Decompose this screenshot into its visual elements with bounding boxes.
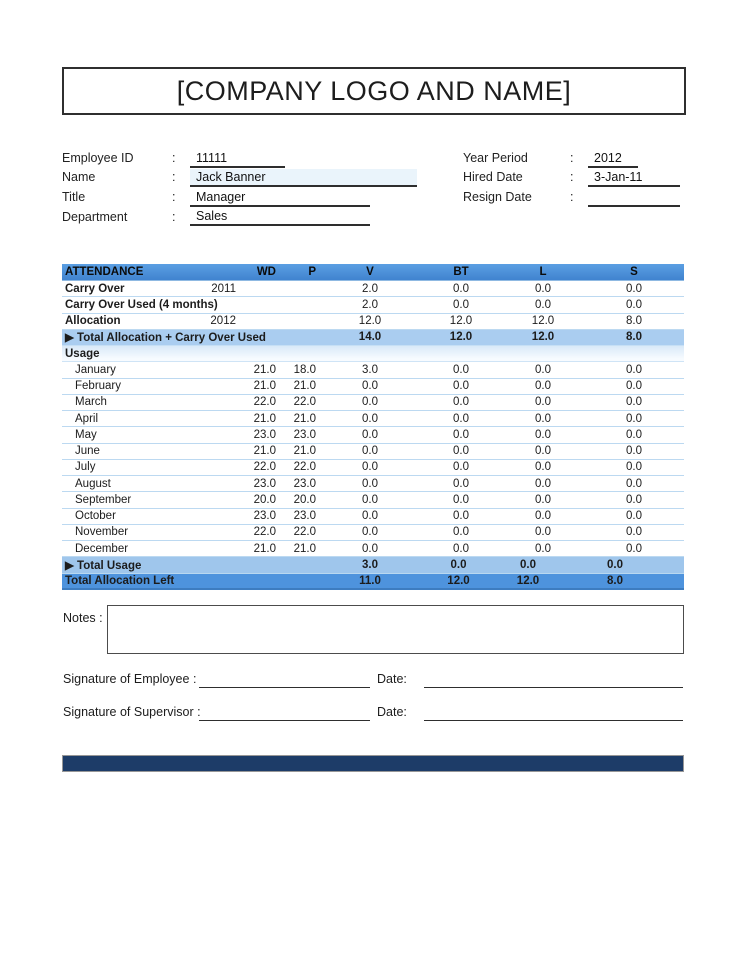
cell-february-s[interactable]: 0.0 bbox=[626, 380, 642, 393]
cell-december-s[interactable]: 0.0 bbox=[626, 542, 642, 555]
cell-april-s[interactable]: 0.0 bbox=[626, 412, 642, 425]
employee-id-label: Employee ID bbox=[62, 150, 134, 165]
table-row-usage bbox=[62, 346, 684, 362]
cell-header-wd: WD bbox=[256, 266, 276, 278]
employee-title-field[interactable]: Manager bbox=[190, 189, 370, 207]
employee-info-right bbox=[463, 148, 703, 207]
cell-february-name: February bbox=[75, 380, 122, 393]
table-row-total-allocation-carry-over-used bbox=[62, 330, 684, 346]
cell-june-s[interactable]: 0.0 bbox=[626, 445, 642, 458]
employee-signature-row bbox=[62, 672, 684, 689]
cell-header-v: V bbox=[366, 266, 374, 278]
cell-january-s[interactable]: 0.0 bbox=[626, 363, 642, 376]
year-period-field[interactable]: 2012 bbox=[588, 150, 638, 168]
notes-label: Notes : bbox=[63, 611, 103, 625]
table-row-carry-over bbox=[62, 281, 684, 297]
employee-name-field[interactable]: Jack Banner bbox=[190, 169, 417, 187]
colon: : bbox=[570, 189, 574, 204]
cell-total-usage-v: 3.0 bbox=[362, 558, 378, 571]
cell-march-s[interactable]: 0.0 bbox=[626, 396, 642, 409]
cell-may-name: May bbox=[75, 428, 97, 441]
cell-october-wd[interactable]: 23.0 bbox=[253, 510, 276, 523]
cell-march-bt[interactable]: 0.0 bbox=[453, 396, 469, 409]
cell-january-wd[interactable]: 21.0 bbox=[253, 363, 276, 376]
cell-august-s[interactable]: 0.0 bbox=[626, 477, 642, 490]
cell-allocation-s[interactable]: 8.0 bbox=[626, 315, 642, 328]
cell-december-wd[interactable]: 21.0 bbox=[253, 542, 276, 555]
cell-usage-name: Usage bbox=[65, 347, 100, 360]
cell-may-s[interactable]: 0.0 bbox=[626, 428, 642, 441]
title-label: Title bbox=[62, 189, 86, 204]
cell-october-s[interactable]: 0.0 bbox=[626, 510, 642, 523]
cell-march-l[interactable]: 0.0 bbox=[535, 396, 551, 409]
cell-september-s[interactable]: 0.0 bbox=[626, 493, 642, 506]
supervisor-signature-line[interactable] bbox=[199, 705, 370, 721]
cell-allocation-name: Allocation bbox=[65, 315, 121, 328]
cell-june-v[interactable]: 0.0 bbox=[362, 445, 378, 458]
cell-total-allocation-left-bt: 12.0 bbox=[447, 574, 470, 587]
cell-carry-over-used-name: Carry Over Used (4 months) bbox=[65, 298, 218, 311]
table-row-total-usage bbox=[62, 557, 684, 573]
supervisor-signature-label: Signature of Supervisor : bbox=[63, 705, 201, 719]
cell-april-l[interactable]: 0.0 bbox=[535, 412, 551, 425]
employee-id-field[interactable]: 11111 bbox=[190, 150, 285, 168]
hired-date-label: Hired Date bbox=[463, 170, 523, 185]
cell-october-v[interactable]: 0.0 bbox=[362, 510, 378, 523]
cell-april-name: April bbox=[75, 412, 99, 425]
table-row-january bbox=[62, 362, 684, 378]
employee-info-left bbox=[62, 148, 442, 226]
resign-date-row bbox=[463, 187, 703, 207]
cell-september-l[interactable]: 0.0 bbox=[535, 493, 551, 506]
cell-carry-over-used-bt[interactable]: 0.0 bbox=[453, 298, 469, 311]
employee-department-field[interactable]: Sales bbox=[190, 208, 370, 226]
cell-august-v[interactable]: 0.0 bbox=[362, 477, 378, 490]
table-row-march bbox=[62, 395, 684, 411]
colon: : bbox=[172, 209, 176, 224]
cell-carry-over-bt[interactable]: 0.0 bbox=[453, 282, 469, 295]
cell-october-l[interactable]: 0.0 bbox=[535, 510, 551, 523]
table-row-total-allocation-left bbox=[62, 574, 684, 590]
cell-total-allocation-left-l: 12.0 bbox=[516, 574, 540, 587]
cell-august-p[interactable]: 23.0 bbox=[293, 477, 316, 490]
employee-title-row bbox=[62, 187, 442, 207]
employee-department-row bbox=[62, 207, 442, 227]
employee-signature-line[interactable] bbox=[199, 672, 370, 688]
cell-allocation-bt[interactable]: 12.0 bbox=[449, 315, 473, 328]
cell-total-allocation-carry-over-used-l: 12.0 bbox=[531, 331, 555, 344]
cell-carry-over-v[interactable]: 2.0 bbox=[362, 282, 378, 295]
cell-september-bt[interactable]: 0.0 bbox=[453, 493, 469, 506]
supervisor-date-label: Date: bbox=[377, 705, 407, 719]
cell-june-p[interactable]: 21.0 bbox=[293, 445, 316, 458]
cell-august-name: August bbox=[75, 477, 111, 490]
table-row-september bbox=[62, 492, 684, 508]
cell-april-bt[interactable]: 0.0 bbox=[453, 412, 469, 425]
cell-march-p[interactable]: 22.0 bbox=[293, 396, 316, 409]
cell-july-wd[interactable]: 22.0 bbox=[253, 461, 276, 474]
cell-header-name: ATTENDANCE bbox=[65, 266, 144, 278]
table-row-december bbox=[62, 541, 684, 557]
colon: : bbox=[570, 150, 574, 165]
cell-january-bt[interactable]: 0.0 bbox=[453, 363, 469, 376]
cell-total-allocation-carry-over-used-name: ▶ Total Allocation + Carry Over Used bbox=[65, 332, 266, 345]
cell-january-v[interactable]: 3.0 bbox=[362, 363, 378, 376]
cell-march-v[interactable]: 0.0 bbox=[362, 396, 378, 409]
supervisor-date-line[interactable] bbox=[424, 705, 683, 721]
cell-november-wd[interactable]: 22.0 bbox=[253, 526, 276, 539]
cell-july-p[interactable]: 22.0 bbox=[293, 461, 316, 474]
cell-august-l[interactable]: 0.0 bbox=[535, 477, 551, 490]
table-row-header bbox=[62, 264, 684, 281]
cell-total-allocation-carry-over-used-v: 14.0 bbox=[358, 331, 382, 344]
employee-date-line[interactable] bbox=[424, 672, 683, 688]
cell-june-name: June bbox=[75, 445, 100, 458]
cell-total-usage-bt: 0.0 bbox=[450, 558, 467, 571]
hired-date-field[interactable]: 3-Jan-11 bbox=[588, 169, 680, 187]
cell-header-l: L bbox=[539, 266, 547, 278]
cell-february-v[interactable]: 0.0 bbox=[362, 380, 378, 393]
table-row-allocation bbox=[62, 314, 684, 330]
cell-june-l[interactable]: 0.0 bbox=[535, 445, 551, 458]
cell-november-s[interactable]: 0.0 bbox=[626, 526, 642, 539]
cell-november-bt[interactable]: 0.0 bbox=[453, 526, 469, 539]
year-period-label: Year Period bbox=[463, 150, 528, 165]
cell-april-p[interactable]: 21.0 bbox=[293, 412, 316, 425]
cell-may-bt[interactable]: 0.0 bbox=[453, 428, 469, 441]
colon: : bbox=[172, 170, 176, 185]
cell-allocation-v[interactable]: 12.0 bbox=[358, 315, 382, 328]
cell-december-v[interactable]: 0.0 bbox=[362, 542, 378, 555]
cell-carry-over-used-s[interactable]: 0.0 bbox=[626, 298, 642, 311]
cell-january-name: January bbox=[75, 363, 116, 376]
colon: : bbox=[172, 150, 176, 165]
cell-carry-over-used-l[interactable]: 0.0 bbox=[535, 298, 551, 311]
cell-allocation-year[interactable]: 2012 bbox=[210, 315, 236, 328]
footer-accent-bar bbox=[62, 755, 684, 772]
cell-march-name: March bbox=[75, 396, 107, 409]
cell-august-bt[interactable]: 0.0 bbox=[453, 477, 469, 490]
cell-september-wd[interactable]: 20.0 bbox=[253, 493, 276, 506]
cell-carry-over-used-v[interactable]: 2.0 bbox=[362, 298, 378, 311]
cell-total-allocation-left-v: 11.0 bbox=[359, 574, 381, 587]
cell-july-s[interactable]: 0.0 bbox=[626, 461, 642, 474]
table-row-may bbox=[62, 427, 684, 443]
colon: : bbox=[570, 170, 574, 185]
table-row-carry-over-used bbox=[62, 297, 684, 313]
hired-date-row bbox=[463, 168, 703, 188]
cell-july-v[interactable]: 0.0 bbox=[362, 461, 378, 474]
department-label: Department bbox=[62, 209, 128, 224]
table-row-october bbox=[62, 509, 684, 525]
employee-signature-label: Signature of Employee : bbox=[63, 672, 197, 686]
cell-total-usage-s: 0.0 bbox=[607, 558, 623, 571]
cell-september-p[interactable]: 20.0 bbox=[293, 493, 316, 506]
cell-july-name: July bbox=[75, 461, 96, 474]
table-row-november bbox=[62, 525, 684, 541]
table-row-july bbox=[62, 460, 684, 476]
cell-header-bt: BT bbox=[453, 266, 469, 278]
cell-september-v[interactable]: 0.0 bbox=[362, 493, 378, 506]
cell-february-bt[interactable]: 0.0 bbox=[453, 380, 469, 393]
cell-total-allocation-left-s: 8.0 bbox=[607, 574, 623, 587]
cell-november-name: November bbox=[75, 526, 129, 539]
cell-may-v[interactable]: 0.0 bbox=[362, 428, 378, 441]
attendance-table bbox=[62, 264, 684, 590]
cell-may-wd[interactable]: 23.0 bbox=[253, 428, 276, 441]
cell-june-bt[interactable]: 0.0 bbox=[453, 445, 469, 458]
cell-total-allocation-carry-over-used-s: 8.0 bbox=[626, 331, 642, 344]
cell-october-bt[interactable]: 0.0 bbox=[453, 510, 469, 523]
notes-input-box[interactable] bbox=[107, 605, 684, 654]
cell-january-l[interactable]: 0.0 bbox=[535, 363, 551, 376]
cell-carry-over-year[interactable]: 2011 bbox=[211, 282, 236, 295]
table-row-april bbox=[62, 411, 684, 427]
cell-december-bt[interactable]: 0.0 bbox=[453, 542, 469, 555]
cell-total-usage-name: ▶ Total Usage bbox=[65, 559, 142, 572]
cell-december-name: December bbox=[75, 542, 129, 555]
cell-carry-over-s[interactable]: 0.0 bbox=[626, 282, 642, 295]
cell-february-p[interactable]: 21.0 bbox=[293, 380, 316, 393]
cell-september-name: September bbox=[75, 493, 132, 506]
cell-february-wd[interactable]: 21.0 bbox=[253, 380, 276, 393]
employee-date-label: Date: bbox=[377, 672, 407, 686]
cell-august-wd[interactable]: 23.0 bbox=[253, 477, 276, 490]
table-row-february bbox=[62, 379, 684, 395]
cell-april-v[interactable]: 0.0 bbox=[362, 412, 378, 425]
colon: : bbox=[172, 189, 176, 204]
employee-id-row bbox=[62, 148, 442, 168]
year-period-row bbox=[463, 148, 703, 168]
resign-date-label: Resign Date bbox=[463, 189, 532, 204]
name-label: Name bbox=[62, 170, 96, 185]
cell-total-allocation-carry-over-used-bt: 12.0 bbox=[449, 331, 473, 344]
supervisor-signature-row bbox=[62, 705, 684, 722]
employee-name-row bbox=[62, 168, 442, 188]
cell-november-p[interactable]: 22.0 bbox=[293, 526, 316, 539]
cell-may-p[interactable]: 23.0 bbox=[293, 428, 316, 441]
cell-may-l[interactable]: 0.0 bbox=[535, 428, 551, 441]
cell-october-name: October bbox=[75, 510, 116, 523]
cell-january-p[interactable]: 18.0 bbox=[293, 363, 316, 376]
cell-november-v[interactable]: 0.0 bbox=[362, 526, 378, 539]
resign-date-field[interactable] bbox=[588, 189, 680, 207]
cell-carry-over-name: Carry Over bbox=[65, 282, 125, 295]
cell-october-p[interactable]: 23.0 bbox=[293, 510, 316, 523]
table-row-august bbox=[62, 476, 684, 492]
cell-july-bt[interactable]: 0.0 bbox=[453, 461, 469, 474]
cell-march-wd[interactable]: 22.0 bbox=[253, 396, 276, 409]
cell-november-l[interactable]: 0.0 bbox=[535, 526, 551, 539]
cell-july-l[interactable]: 0.0 bbox=[535, 461, 551, 474]
cell-june-wd[interactable]: 21.0 bbox=[253, 445, 276, 458]
cell-february-l[interactable]: 0.0 bbox=[535, 380, 551, 393]
cell-header-p: P bbox=[308, 266, 316, 278]
cell-april-wd[interactable]: 21.0 bbox=[253, 412, 276, 425]
cell-december-l[interactable]: 0.0 bbox=[535, 542, 551, 555]
cell-total-allocation-left-name: Total Allocation Left bbox=[65, 574, 175, 587]
cell-december-p[interactable]: 21.0 bbox=[293, 542, 316, 555]
cell-carry-over-l[interactable]: 0.0 bbox=[535, 282, 551, 295]
cell-allocation-l[interactable]: 12.0 bbox=[531, 315, 555, 328]
cell-total-usage-l: 0.0 bbox=[520, 558, 536, 571]
company-logo-name-header: [COMPANY LOGO AND NAME] bbox=[62, 67, 686, 115]
table-row-june bbox=[62, 444, 684, 460]
cell-header-s: S bbox=[630, 266, 638, 278]
